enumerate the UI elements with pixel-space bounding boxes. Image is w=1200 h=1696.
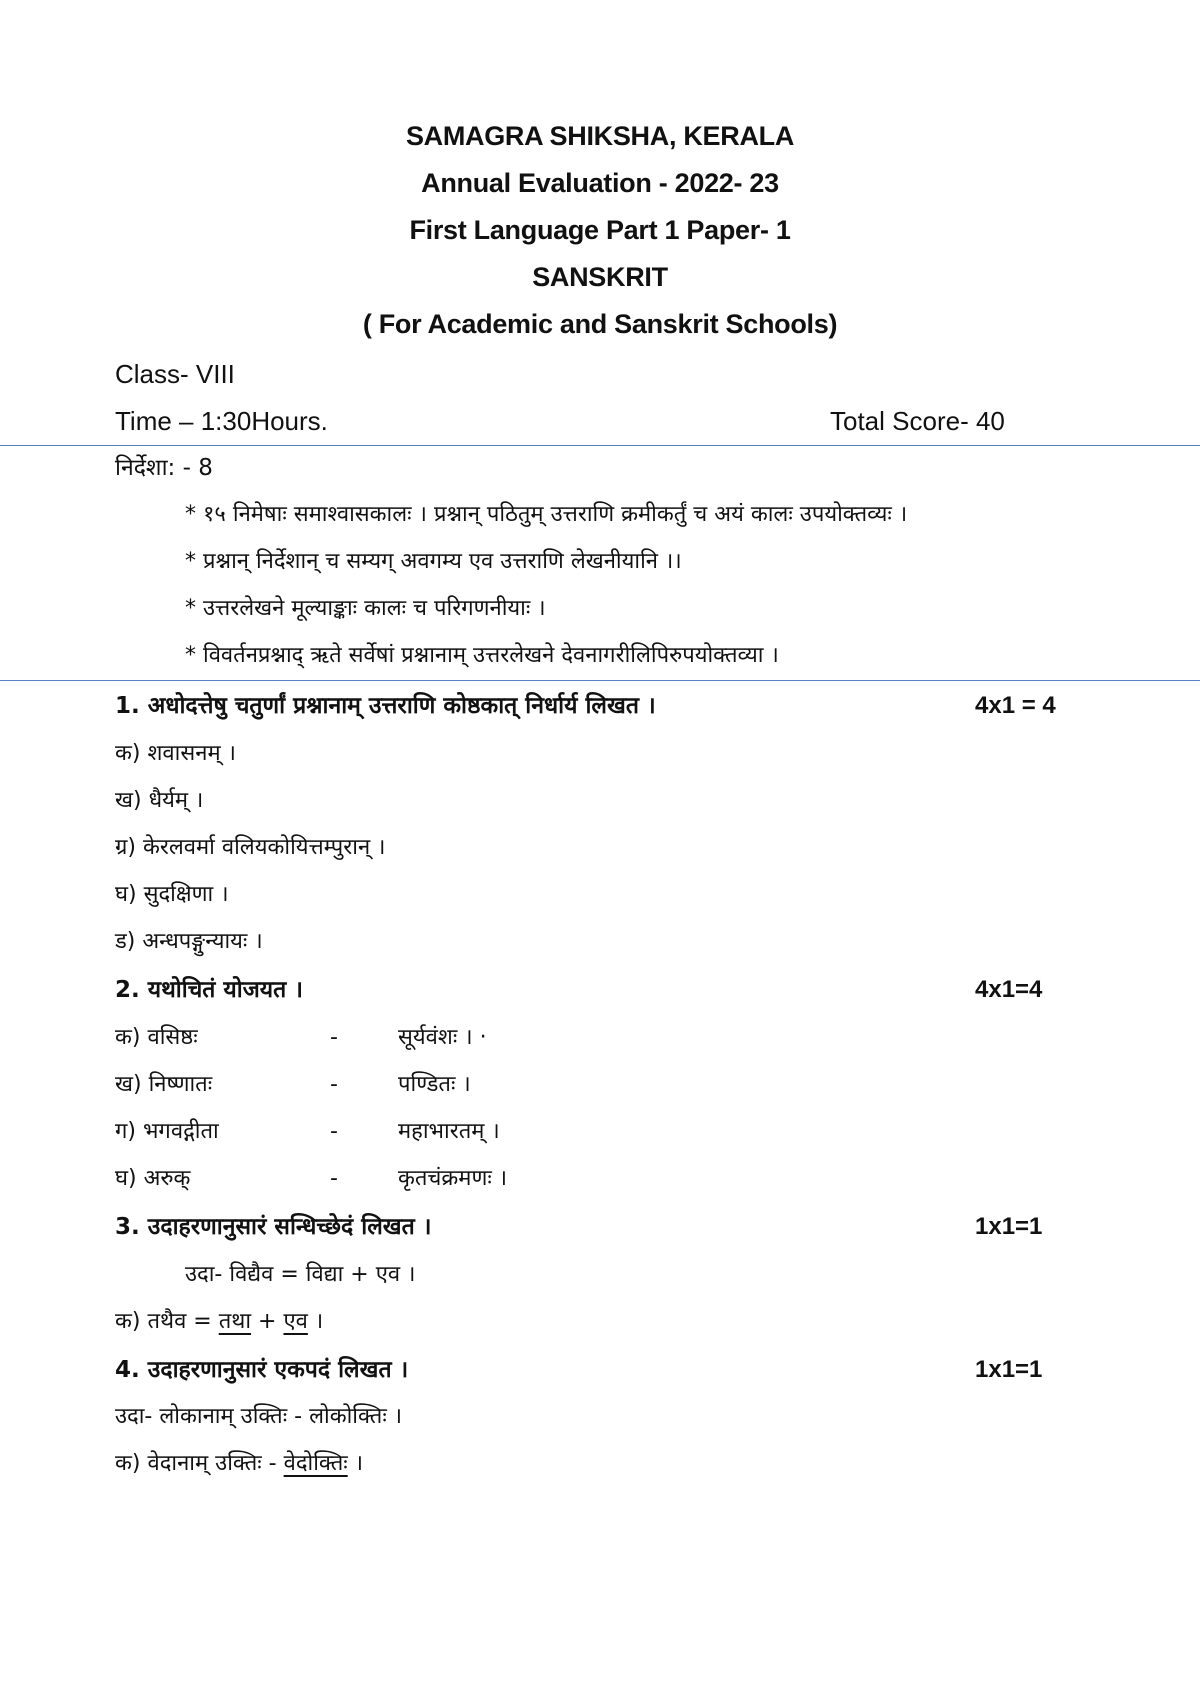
question-4-text: 4. उदाहरणानुसारं एकपदं लिखत । <box>115 1357 409 1383</box>
match-dash: - <box>330 1166 338 1191</box>
total-score-label: Total Score- 40 <box>830 406 1005 436</box>
question-3-marks: 1x1=1 <box>975 1213 1043 1240</box>
header-exam-title: Annual Evaluation - 2022- 23 <box>421 168 779 198</box>
instruction-item: * विवर्तनप्रश्नाद् ऋते सर्वेषां प्रश्नानाम् उत्तरलेखने देवनागरीलिपिरुपयोक्तव्या । <box>185 643 779 668</box>
header-paper-title: First Language Part 1 Paper- 1 <box>409 215 791 245</box>
match-dash: - <box>330 1072 338 1097</box>
question-1-answer: घ) सुदक्षिणा । <box>115 882 229 907</box>
answer-suffix: । <box>347 1451 364 1476</box>
question-2-text: 2. यथोचितं योजयत । <box>115 977 303 1003</box>
answer-part-1: तथा <box>218 1309 252 1334</box>
instruction-item: * उत्तरलेखने मूल्याङ्काः कालः च परिगणनीयाः । <box>185 596 546 621</box>
question-3-text: 3. उदाहरणानुसारं सन्धिच्छेदं लिखत । <box>115 1214 432 1240</box>
header-board-name: SAMAGRA SHIKSHA, KERALA <box>405 121 795 151</box>
answer-prefix: क) तथैव = <box>115 1309 219 1334</box>
match-row <box>0 1018 1200 1058</box>
match-right: सूर्यवंशः । · <box>398 1025 487 1050</box>
header-school-type: ( For Academic and Sanskrit Schools) <box>362 309 838 339</box>
match-row <box>0 1112 1200 1152</box>
question-1-marks: 4x1 = 4 <box>975 692 1056 719</box>
instruction-item: * १५ निमेषाः समाश्वासकालः । प्रश्नान् पठितुम् उत्तराणि क्रमीकर्तुं च अयं कालः उपयोक्तव्यः । <box>185 502 908 527</box>
question-1-answer: क) शवासनम् । <box>115 741 236 766</box>
answer-suffix: । <box>307 1309 324 1334</box>
match-left: क) वसिष्ठः <box>115 1025 198 1050</box>
question-4-answer <box>115 1444 363 1484</box>
question-1-answer: ख) धैर्यम् । <box>115 788 204 813</box>
class-label: Class- VIII <box>115 359 235 389</box>
answer-plus: + <box>251 1309 284 1334</box>
question-4-example: उदा- लोकानाम् उक्तिः - लोकोक्तिः । <box>115 1404 403 1429</box>
answer-prefix: क) वेदानाम् उक्तिः - <box>115 1451 284 1476</box>
match-left: ख) निष्णातः <box>115 1072 213 1097</box>
match-dash: - <box>330 1025 338 1050</box>
instructions-title: निर्देशा: - 8 <box>115 455 213 481</box>
question-1-text: 1. अधोदत्तेषु चतुर्णां प्रश्नानाम् उत्तराणि कोष्ठकात् निर्धार्य लिखत । <box>115 693 656 719</box>
time-label: Time – 1:30Hours. <box>115 406 328 436</box>
match-left: ग) भगवद्गीता <box>115 1119 219 1144</box>
match-row <box>0 1159 1200 1199</box>
question-1-answer: ड) अन्धपङ्गुन्यायः । <box>115 929 263 954</box>
answer-value: वेदोक्तिः <box>283 1451 348 1476</box>
match-row <box>0 1065 1200 1105</box>
question-3-answer <box>115 1302 323 1342</box>
match-right: पण्डितः । <box>398 1072 471 1097</box>
answer-part-2: एव <box>283 1309 308 1334</box>
match-dash: - <box>330 1119 338 1144</box>
question-4-marks: 1x1=1 <box>975 1356 1043 1383</box>
instructions-top-rule <box>0 445 1200 446</box>
match-right: कृतचंक्रमणः । <box>398 1166 508 1191</box>
instruction-item: * प्रश्नान् निर्देशान् च सम्यग् अवगम्य एव उत्तराणि लेखनीयानि ।। <box>185 549 682 574</box>
match-right: महाभारतम् । <box>398 1119 500 1144</box>
question-1-answer: ग्र) केरलवर्मा वलियकोयित्तम्पुरान् । <box>115 835 386 860</box>
match-left: घ) अरुक् <box>115 1166 191 1191</box>
question-2-marks: 4x1=4 <box>975 976 1043 1003</box>
header-subject: SANSKRIT <box>532 262 668 292</box>
instructions-bottom-rule <box>0 680 1200 681</box>
question-3-example: उदा- विद्यैव = विद्या + एव । <box>185 1262 416 1287</box>
